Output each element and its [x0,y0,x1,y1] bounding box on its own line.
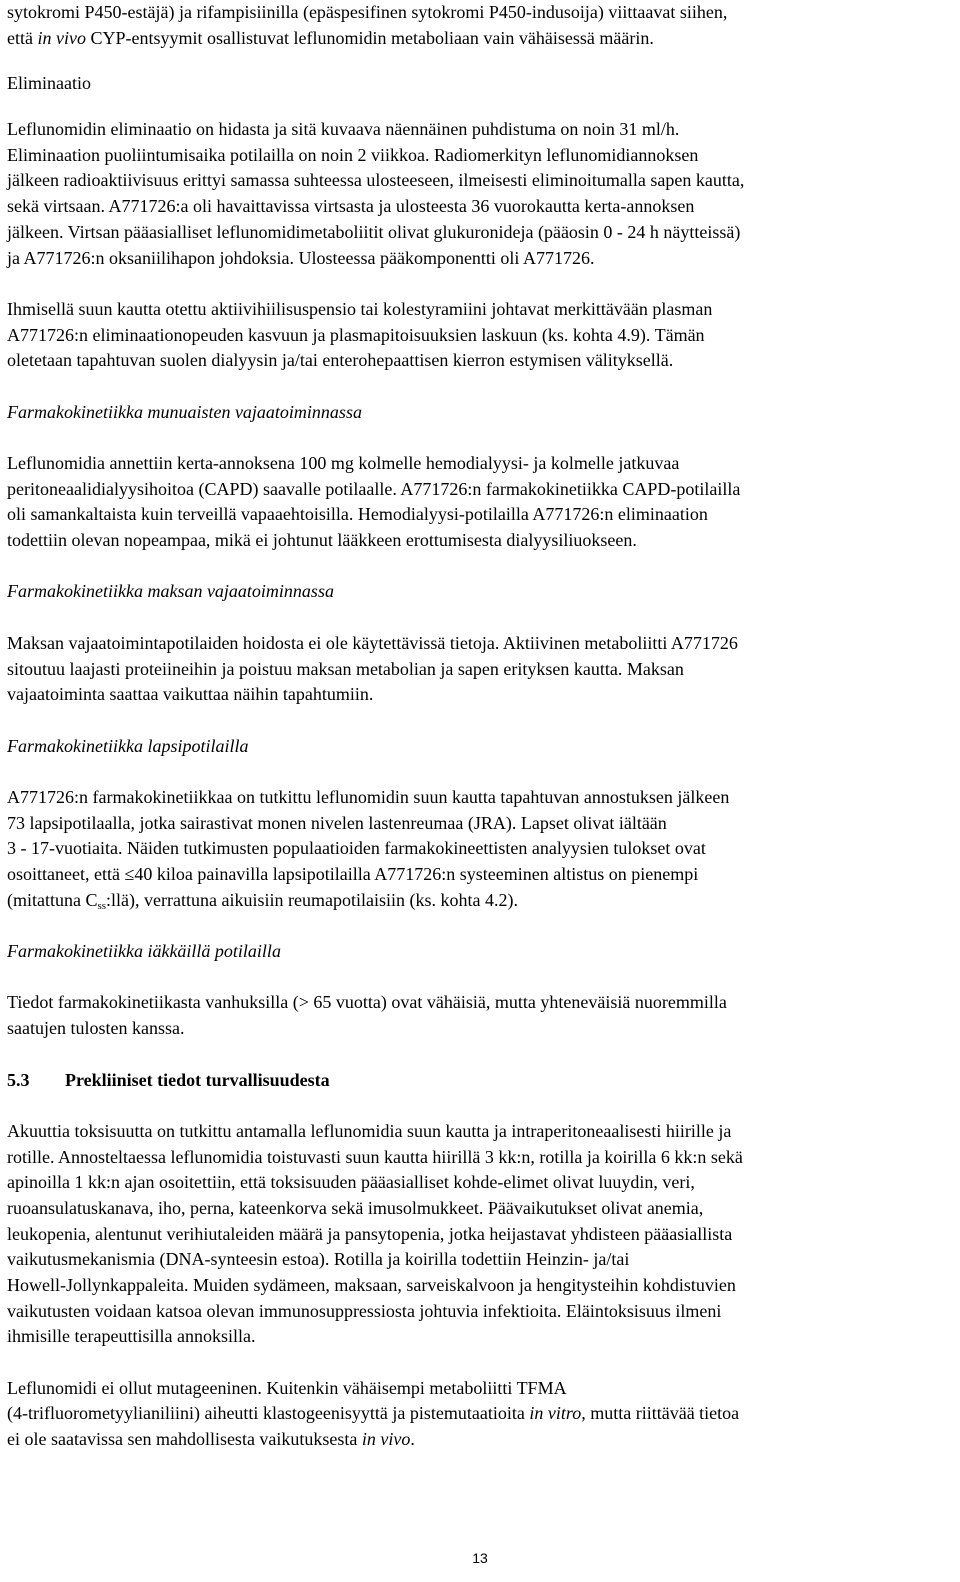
paragraph: Leflunomidi ei ollut mutageeninen. Kuitenkin vähäisempi metaboliitti TFMA (4-trifluorometyylianiliini) aiheutti klastogeenisyyttä ja pistemutaatioita in vitro, mutta riittävää tietoa ei ole saatavissa sen mahdollisesta vaikutuksesta in vivo. [7,1377,740,1450]
paragraph: A771726:n farmakokinetiikkaa on tutkittu leflunomidin suun kautta tapahtuvan annostuksen jälkeen 73 lapsipotilaalla, jotka sairastivat monen nivelen lastenreumaa (JRA). Lapset olivat iältään 3 - 17-vuotiaita. Näiden tutkimusten populaatioiden farmakokineettisten analyysien tulokset ovat osoittaneet, että ≤40 kiloa painavilla lapsipotilailla A771726:n systeeminen altistus on pienempi (mitattuna $C_{ss}:llä$), verrattuna aikuisiin reumapotilaisiin (ks. kohta 4.2). [7,786,730,912]
subheading-elderly: Farmakokinetiikka iäkkäillä potilailla [7,941,281,962]
paragraph: Tiedot farmakokinetiikasta vanhuksilla (> 65 vuotta) ovat vähäisiä, mutta yhteneväisiä nuoremmilla saatujen tulosten kanssa. [7,992,727,1039]
subheading-renal: Farmakokinetiikka munuaisten vajaatoiminnassa [7,401,362,422]
subheading-pediatric: Farmakokinetiikka lapsipotilailla [7,735,249,756]
text-line: että in vivo CYP-entsyymit osallistuvat leflunomidin metaboliaan vain vähäisessä määrin. [7,27,654,48]
italic-term: in vivo [37,27,86,48]
subheading-eliminaatio: Eliminaatio [7,73,91,94]
italic-term: in vivo [361,1429,411,1450]
text-line: sytokromi P450-estäjä) ja rifampisiinilla (epäspesifinen sytokromi P450-indusoija) viittaavat siihen, [7,2,728,22]
subheading-hepatic: Farmakokinetiikka maksan vajaatoiminnassa [7,581,334,602]
page-number: 13 [472,1550,488,1566]
section-number: 5.3 [7,1069,30,1090]
paragraph: Ihmisellä suun kautta otettu aktiivihiilisuspensio tai kolestyramiini johtavat merkittävään plasman A771726:n eliminaationopeuden kasvuun ja plasmapitoisuuksien laskuun (ks. kohta 4.9). Tämän oletetaan tapahtuvan suolen dialyysin ja/tai enterohepaattisen kierron estymisen välityksellä. [7,298,713,371]
paragraph: Leflunomidin eliminaatio on hidasta ja sitä kuvaava näennäinen puhdistuma on noin 31 ml/h. Eliminaation puoliintumisaika potilailla on noin 2 viikkoa. Radiomerkityn leflunomidiannoksen jälkeen radioaktiivisuus erittyi samassa suhteessa ulosteeseen, ilmeisesti eliminoitumalla sapen kautta, sekä virtsaan. A771726:a oli havaittavissa virtsasta ja ulosteesta 36 vuorokautta kerta-annoksen jälkeen. Virtsan pääasialliset leflunomidimetaboliitit olivat glukuronideja (pääosin 0 - 24 h näytteissä) ja A771726:n oksaniilihapon johdoksia. Ulosteessa pääkomponentti oli A771726. [7,119,745,268]
paragraph: Maksan vajaatoimintapotilaiden hoidosta ei ole käytettävissä tietoja. Aktiivinen metaboliitti A771726 sitoutuu laajasti proteiineihin ja poistuu maksan metabolian ja sapen erityksen kautta. Maksan vajaatoiminta saattaa vaikuttaa näihin tapahtumiin. [7,632,738,705]
subscript-ss: ss [97,899,107,912]
paragraph: Akuuttia toksisuutta on tutkittu antamalla leflunomidia suun kautta ja intraperitoneaalisesti hiirille ja rotille. Annosteltaessa leflunomidia toistuvasti suun kautta hiirillä 3 kk:n, rotilla ja koirilla 6 kk:n sekä apinoilla 1 kk:n ajan osoitettiin, että toksisuuden pääasialliset kohde-elimet olivat luuydin, veri, ruoansulatuskanava, iho, perna, kateenkorva sekä imusolmukkeet. Päävaikutukset olivat anemia, leukopenia, alentunut verihiutaleiden määrä ja pansytopenia, jotka heijastavat yhdisteen pääasiallista vaikutusmekanismia (DNA-synteesin estoa). Rotilla ja koirilla todettiin Heinzin- ja/tai Howell-Jollynkappaleita. Muiden sydämeen, maksaan, sarveiskalvoon ja hengitysteihin kohdistuvien vaikutusten voidaan katsoa olevan immunosuppressiosta johtuvia infektioita. Eläintoksisuus ilmeni ihmisille terapeuttisilla annoksilla. [7,1120,743,1347]
paragraph: Leflunomidia annettiin kerta-annoksena 100 mg kolmelle hemodialyysi- ja kolmelle jatkuvaa peritoneaalidialyysihoitoa (CAPD) saavalle potilaalle. A771726:n farmakokinetiikka CAPD-potilailla oli samankaltaista kuin terveillä vapaaehtoisilla. Hemodialyysi-potilailla A771726:n eliminaation todettiin olevan nopeampaa, mikä ei johtunut lääkkeen erottumisesta dialyysiliuokseen. [7,453,741,551]
section-title: Prekliiniset tiedot turvallisuudesta [65,1069,330,1090]
italic-term: in vitro, [529,1403,586,1424]
section-heading-5-3 [7,1068,951,1094]
